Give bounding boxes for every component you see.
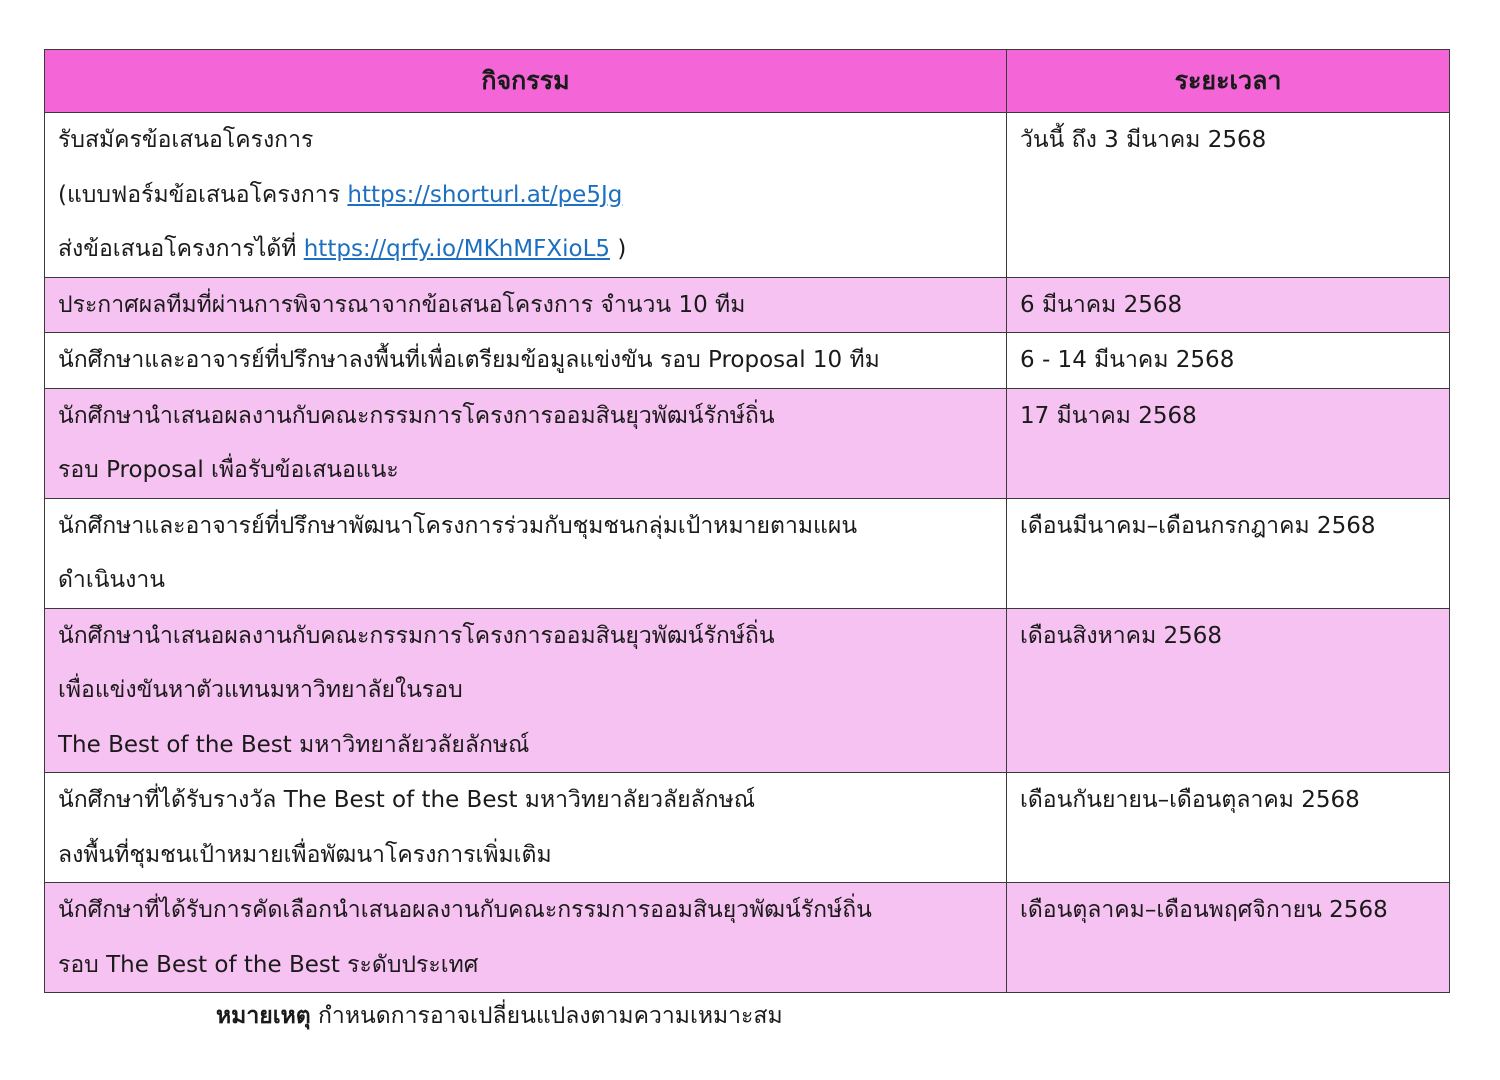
period-cell: 17 มีนาคม 2568	[1007, 388, 1450, 498]
activity-text: รับสมัครข้อเสนอโครงการ	[58, 127, 314, 153]
activity-text: นักศึกษาและอาจารย์ที่ปรึกษาพัฒนาโครงการร่วมกับชุมชนกลุ่มเป้าหมายตามแผน	[58, 512, 858, 539]
activity-line	[58, 443, 996, 498]
activity-text: (แบบฟอร์มข้อเสนอโครงการ	[58, 181, 348, 208]
activity-line	[58, 663, 996, 718]
schedule-body	[45, 113, 1450, 993]
activity-suffix: )	[610, 236, 627, 262]
header-period: ระยะเวลา	[1007, 50, 1450, 113]
activity-line	[58, 718, 996, 773]
activity-line	[58, 828, 996, 883]
activity-line	[58, 499, 996, 554]
url-link[interactable]: https://shorturl.at/pe5Jg	[347, 181, 623, 208]
period-cell: เดือนมีนาคม–เดือนกรกฎาคม 2568	[1007, 498, 1450, 608]
period-cell: วันนี้ ถึง 3 มีนาคม 2568	[1007, 113, 1450, 278]
period-cell: เดือนกันยายน–เดือนตุลาคม 2568	[1007, 773, 1450, 883]
activity-text: รอบ Proposal เพื่อรับข้อเสนอแนะ	[58, 457, 399, 483]
activity-line	[58, 168, 996, 223]
period-cell: เดือนสิงหาคม 2568	[1007, 608, 1450, 773]
activity-cell	[45, 277, 1007, 333]
activity-text: ดำเนินงาน	[58, 567, 166, 593]
table-row	[45, 277, 1450, 333]
activity-line	[58, 113, 996, 168]
activity-line	[58, 222, 996, 277]
activity-text: ส่งข้อเสนอโครงการได้ที่	[58, 236, 304, 262]
activity-line	[58, 609, 996, 664]
table-row	[45, 333, 1450, 389]
activity-cell	[45, 773, 1007, 883]
activity-text: นักศึกษาที่ได้รับรางวัล The Best of the Best มหาวิทยาลัยวลัยลักษณ์	[58, 787, 756, 813]
header-activity: กิจกรรม	[45, 50, 1007, 113]
period-cell: 6 - 14 มีนาคม 2568	[1007, 333, 1450, 389]
table-row	[45, 498, 1450, 608]
activity-text: The Best of the Best มหาวิทยาลัยวลัยลักษณ์	[58, 731, 530, 758]
activity-line	[58, 883, 996, 938]
activity-line	[58, 333, 996, 388]
footnote-text: กำหนดการอาจเปลี่ยนแปลงตามความเหมาะสม	[310, 1003, 783, 1029]
schedule-table	[44, 49, 1450, 993]
table-row	[45, 883, 1450, 993]
activity-line	[58, 389, 996, 444]
table-row	[45, 388, 1450, 498]
activity-cell	[45, 608, 1007, 773]
activity-text: ลงพื้นที่ชุมชนเป้าหมายเพื่อพัฒนาโครงการเพิ่มเติม	[58, 841, 552, 868]
table-row	[45, 608, 1450, 773]
activity-cell	[45, 388, 1007, 498]
activity-text: เพื่อแข่งขันหาตัวแทนมหาวิทยาลัยในรอบ	[58, 677, 463, 703]
activity-cell	[45, 498, 1007, 608]
activity-text: นักศึกษานำเสนอผลงานกับคณะกรรมการโครงการออมสินยุวพัฒน์รักษ์ถิ่น	[58, 402, 775, 429]
footnote	[216, 996, 783, 1036]
period-cell: เดือนตุลาคม–เดือนพฤศจิกายน 2568	[1007, 883, 1450, 993]
activity-text: นักศึกษาและอาจารย์ที่ปรึกษาลงพื้นที่เพื่อเตรียมข้อมูลแข่งขัน รอบ Proposal 10 ทีม	[58, 347, 880, 373]
activity-text: นักศึกษาที่ได้รับการคัดเลือกนำเสนอผลงานกับคณะกรรมการออมสินยุวพัฒน์รักษ์ถิ่น	[58, 897, 872, 923]
period-cell: 6 มีนาคม 2568	[1007, 277, 1450, 333]
activity-line	[58, 278, 996, 333]
activity-text: นักศึกษานำเสนอผลงานกับคณะกรรมการโครงการออมสินยุวพัฒน์รักษ์ถิ่น	[58, 622, 775, 649]
activity-line	[58, 938, 996, 993]
footnote-label: หมายเหตุ	[216, 1003, 311, 1029]
url-link[interactable]: https://qrfy.io/MKhMFXioL5	[303, 236, 611, 262]
activity-cell	[45, 883, 1007, 993]
activity-cell	[45, 333, 1007, 389]
header-row	[45, 50, 1450, 113]
activity-cell	[45, 113, 1007, 278]
table-row	[45, 113, 1450, 278]
activity-text: รอบ The Best of the Best ระดับประเทศ	[58, 951, 479, 978]
table-row	[45, 773, 1450, 883]
activity-text: ประกาศผลทีมที่ผ่านการพิจารณาจากข้อเสนอโครงการ จำนวน 10 ทีม	[58, 291, 746, 318]
activity-line	[58, 773, 996, 828]
activity-line	[58, 553, 996, 608]
